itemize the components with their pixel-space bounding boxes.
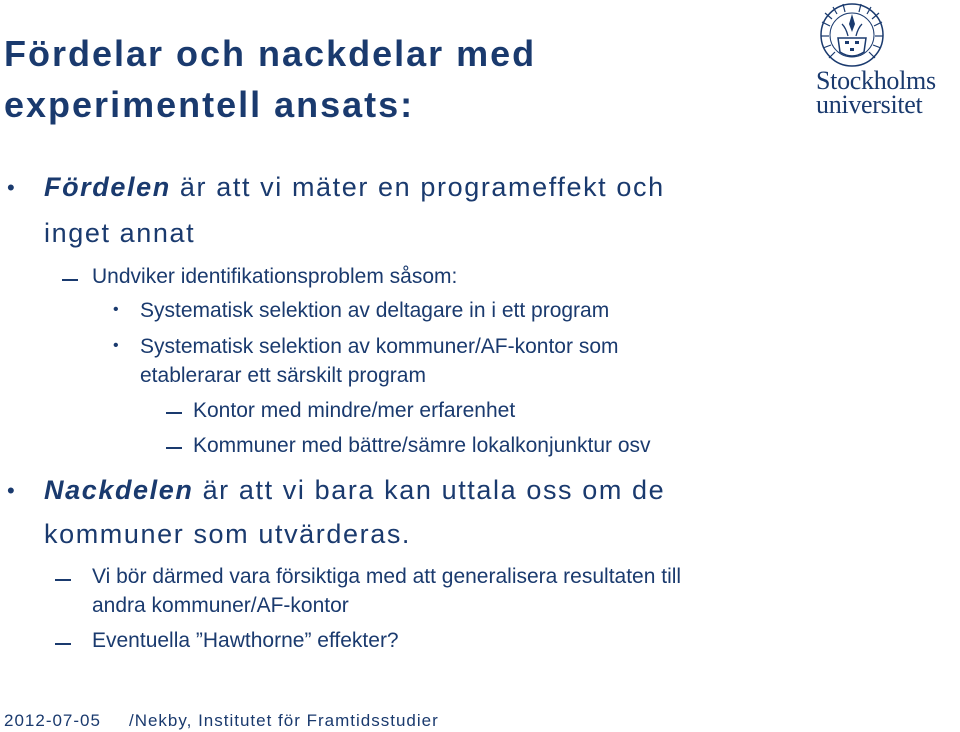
footer-date: 2012-07-05 [4,711,101,730]
point2-sub2: Eventuella ”Hawthorne” effekter? [92,629,399,652]
dash-icon [55,643,71,645]
point1-sub1-item2: Systematisk selektion av kommuner/AF-kontor som [140,335,619,358]
bullet-dot-icon: • [113,337,119,354]
title-line-2: experimentell ansats: [4,84,415,125]
point2-text: är att vi bara kan uttala oss om de [193,475,666,505]
point1-sub1: Undviker identifikationsproblem såsom: [92,265,458,288]
dash-icon [166,412,182,414]
dash-icon [55,579,71,581]
bullet-dot-icon: • [7,175,15,200]
point1-text: är att vi mäter en programeffekt och [170,172,665,202]
point1-dash2: Kommuner med bättre/sämre lokalkonjunktur osv [193,434,651,457]
point2-line1 [44,475,665,506]
point2-sub1: Vi bör därmed vara försiktiga med att generalisera resultaten till [92,565,682,588]
point2-sub1-cont: andra kommuner/AF-kontor [92,594,349,617]
point1-sub1-item2-cont: etablerarar ett särskilt program [140,364,426,387]
dash-icon [62,279,78,281]
point1-line2: inget annat [44,218,196,248]
point1-emphasis: Fördelen [44,172,171,202]
slide-footer [4,711,439,731]
logo-word-1: Stockholms [816,66,936,95]
point1-sub1-item1: Systematisk selektion av deltagare in i ett program [140,299,610,322]
dash-icon [166,447,182,449]
footer-source: /Nekby, Institutet för Framtidsstudier [128,711,439,730]
logo-word-2: universitet [816,90,923,119]
bullet-dot-icon: • [7,478,15,503]
point1-line1 [44,172,665,203]
point2-emphasis: Nackdelen [44,475,194,505]
point2-line2: kommuner som utvärderas. [44,519,412,549]
title-line-1: Fördelar och nackdelar med [4,33,537,74]
bullet-dot-icon: • [113,301,119,318]
point1-dash1: Kontor med mindre/mer erfarenhet [193,399,516,422]
